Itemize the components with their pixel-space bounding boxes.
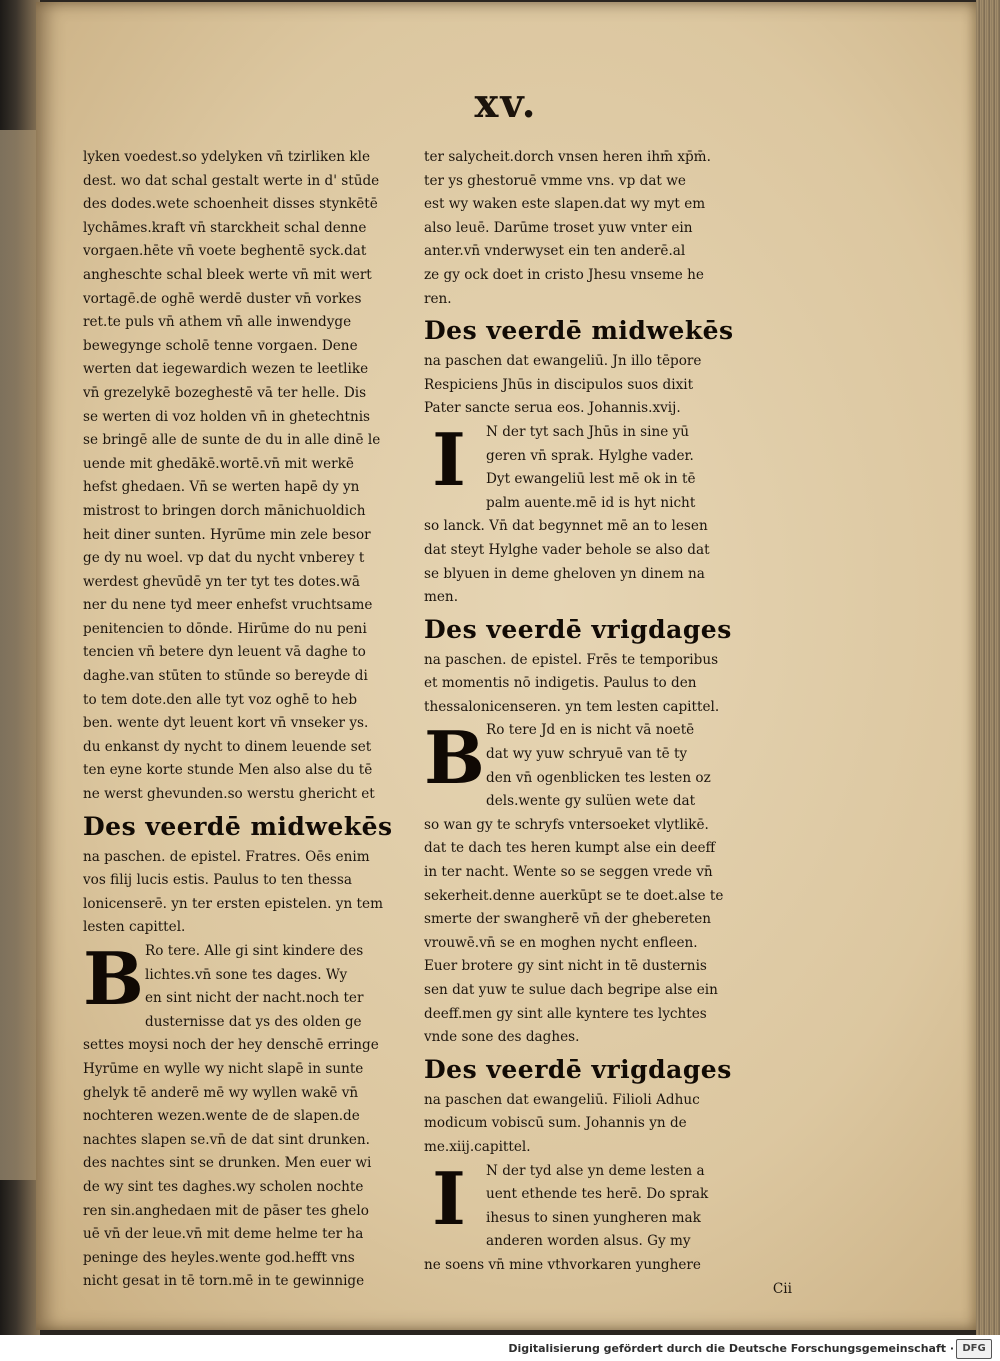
text-line: deeff.men gy sint alle kyntere tes lychtes bbox=[424, 1005, 707, 1022]
text-line: des dodes.wete schoenheit disses stynkētē bbox=[83, 196, 378, 213]
text-line: ten eyne korte stunde Men also alse du tē bbox=[83, 762, 373, 779]
text-line: vos filij lucis estis. Paulus to ten thessa bbox=[83, 872, 352, 889]
text-line: bewegynge scholē tenne vorgaen. Dene bbox=[83, 337, 358, 354]
folio-number: xv. bbox=[474, 80, 538, 127]
text-line: ren sin.anghedaen mit de pāser tes ghelo bbox=[83, 1202, 369, 1219]
text-line: ge dy nu woel. vp dat du nycht vnberey t bbox=[83, 550, 365, 567]
text-line: so wan gy te schryfs vntersoeket vlytlikē. bbox=[424, 816, 709, 833]
text-line: lonicenserē. yn ter ersten epistelen. yn tem bbox=[83, 895, 383, 912]
text-line: lychāmes.kraft vn̄ starckheit schal denne bbox=[83, 219, 367, 236]
text-line: na paschen. de epistel. Fratres. Oēs enim bbox=[83, 848, 370, 865]
text-line: sen dat yuw te sulue dach begripe alse ein bbox=[424, 982, 718, 998]
text-line: to tem dote.den alle tyt voz oghē to heb bbox=[83, 691, 358, 708]
text-line: so lanck. Vn̄ dat begynnet mē an to lesen bbox=[424, 518, 708, 535]
text-line: na paschen dat ewangeliū. Jn illo tēpore bbox=[424, 353, 702, 370]
text-line: Euer brotere gy sint nicht in tē dusternis bbox=[424, 958, 707, 975]
text-line: werten dat iegewardich wezen te leetlike bbox=[83, 361, 369, 378]
text-line: ghelyk tē anderē mē wy wyllen wakē vn̄ bbox=[83, 1084, 359, 1101]
text-line: se werten di voz holden vn̄ in ghetechtnis bbox=[83, 408, 371, 425]
text-line: Ro tere. Alle gi sint kindere des bbox=[145, 943, 364, 959]
text-line: thessalonicenseren. yn tem lesten capittel. bbox=[424, 698, 720, 715]
drop-cap-initial: I bbox=[432, 1155, 466, 1241]
text-line: se blyuen in deme gheloven yn dinem na bbox=[424, 565, 705, 582]
text-line: des nachtes sint se drunken. Men euer wi bbox=[83, 1155, 372, 1172]
text-line: lichtes.vn̄ sone tes dages. Wy bbox=[145, 966, 348, 983]
text-line: dat te dach tes heren kumpt alse ein deeff bbox=[424, 840, 716, 857]
page-stack-edge bbox=[976, 0, 1000, 1335]
text-line: in ter nacht. Wente so se seggen vrede vn̄ bbox=[424, 864, 713, 881]
text-line: also leuē. Darūme troset yuw vnter ein bbox=[424, 219, 693, 236]
text-line: vnde sone des daghes. bbox=[424, 1029, 580, 1046]
text-line: me.xiij.capittel. bbox=[424, 1138, 531, 1155]
text-line: uende mit ghedākē.wortē.vn̄ mit werkē bbox=[83, 455, 354, 472]
text-line: de wy sint tes daghes.wy scholen nochte bbox=[83, 1178, 364, 1195]
footer-bar bbox=[0, 1335, 1000, 1361]
text-line: est wy waken este slapen.dat wy myt em bbox=[424, 196, 706, 213]
text-line: dusternisse dat ys des olden ge bbox=[145, 1013, 362, 1030]
text-line: Pater sancte serua eos. Johannis.xvij. bbox=[424, 400, 681, 417]
text-line: uē vn̄ der leue.vn̄ mit deme helme ter ha bbox=[83, 1226, 364, 1243]
text-line: ben. wente dyt leuent kort vn̄ vnseker ys. bbox=[83, 715, 369, 732]
initial-paragraph bbox=[424, 1155, 800, 1254]
initial-paragraph bbox=[424, 715, 800, 813]
text-line: mistrost to bringen dorch mānichuoldich bbox=[83, 502, 366, 519]
text-line: sekerheit.denne auerkūpt se te doet.alse te bbox=[424, 887, 724, 904]
dfg-logo: DFG bbox=[956, 1339, 992, 1359]
text-line: vn̄ grezelykē bozeghestē vā ter helle. Dis bbox=[83, 384, 367, 401]
text-line: ter salycheit.dorch vnsen heren ihm̄ xp̄m̄. bbox=[424, 149, 711, 165]
section-heading: Des veerdē vrigdages bbox=[424, 614, 732, 644]
left-text-column bbox=[83, 146, 433, 1294]
text-line: daghe.van stūten to stūnde so bereyde di bbox=[83, 668, 368, 685]
text-line: vorgaen.hēte vn̄ voete beghentē syck.dat bbox=[83, 243, 367, 260]
section-heading: Des veerdē vrigdages bbox=[424, 1054, 732, 1084]
text-line: vrouwē.vn̄ se en moghen nycht enfleen. bbox=[424, 934, 698, 951]
section-heading: Des veerdē midwekēs bbox=[83, 811, 393, 841]
text-line: se bringē alle de sunte de du in alle dinē le bbox=[83, 432, 381, 449]
text-line: ze gy ock doet in cristo Jhesu vnseme he bbox=[424, 266, 704, 283]
text-line: et momentis nō indigetis. Paulus to den bbox=[424, 675, 697, 692]
text-line: Respiciens Jhūs in discipulos suos dixit bbox=[424, 376, 694, 393]
text-line: N der tyt sach Jhūs in sine yū bbox=[486, 423, 690, 440]
drop-cap-initial: B bbox=[424, 715, 485, 801]
text-line: ne soens vn̄ mine vthvorkaren yunghere bbox=[424, 1256, 701, 1273]
text-line: ne werst ghevunden.so werstu ghericht et bbox=[83, 786, 375, 803]
text-line: peninge des heyles.wente god.hefft vns bbox=[83, 1249, 355, 1266]
text-line: dest. wo dat schal gestalt werte in d' stūde bbox=[83, 172, 380, 189]
text-line: dat wy yuw schryuē van tē ty bbox=[486, 746, 688, 763]
text-line: geren vn̄ sprak. Hylghe vader. bbox=[486, 447, 694, 464]
signature-mark: Cii bbox=[772, 1280, 792, 1297]
text-line: palm auente.mē id is hyt nicht bbox=[486, 494, 696, 511]
left-page-edge bbox=[0, 130, 36, 1180]
text-line: heit diner sunten. Hyrūme min zele besor bbox=[83, 526, 371, 543]
text-line: Dyt ewangeliū lest mē ok in tē bbox=[486, 471, 696, 488]
text-line: lesten capittel. bbox=[83, 919, 186, 936]
text-line: penitencien to dōnde. Hirūme do nu peni bbox=[83, 620, 367, 637]
text-line: Ro tere Jd en is nicht vā noetē bbox=[486, 722, 695, 739]
text-line: ter ys ghestoruē vmme vns. vp dat we bbox=[424, 172, 686, 189]
right-text-column bbox=[424, 146, 800, 1301]
text-line: den vn̄ ogenblicken tes lesten oz bbox=[486, 769, 711, 786]
text-line: ner du nene tyd meer enhefst vruchtsame bbox=[83, 597, 373, 614]
text-line: N der tyd alse yn deme lesten a bbox=[486, 1162, 705, 1179]
text-line: settes moysi noch der hey denschē erringe bbox=[83, 1037, 379, 1054]
drop-cap-initial: B bbox=[83, 936, 144, 1021]
text-line: modicum vobiscū sum. Johannis yn de bbox=[424, 1115, 687, 1132]
text-line: na paschen. de epistel. Frēs te temporibus bbox=[424, 651, 719, 668]
text-line: anter.vn̄ vnderwyset ein ten anderē.al bbox=[424, 243, 686, 260]
text-line: en sint nicht der nacht.noch ter bbox=[145, 990, 364, 1007]
text-line: nachtes slapen se.vn̄ de dat sint drunken. bbox=[83, 1131, 370, 1148]
text-line: na paschen dat ewangeliū. Filioli Adhuc bbox=[424, 1091, 700, 1108]
initial-paragraph bbox=[424, 416, 800, 515]
text-line: ihesus to sinen yungheren mak bbox=[486, 1209, 701, 1226]
text-line: smerte der swangherē vn̄ der ghebereten bbox=[424, 911, 712, 928]
text-line: anderen worden alsus. Gy my bbox=[486, 1233, 691, 1250]
text-line: vortagē.de oghē werdē duster vn̄ vorkes bbox=[83, 290, 362, 307]
text-line: Hyrūme en wylle wy nicht slapē in sunte bbox=[83, 1060, 364, 1077]
text-line: lyken voedest.so ydelyken vn̄ tzirliken kle bbox=[83, 149, 371, 165]
text-line: nochteren wezen.wente de de slapen.de bbox=[83, 1108, 360, 1125]
section-heading: Des veerdē midwekēs bbox=[424, 316, 734, 346]
text-line: uent ethende tes herē. Do sprak bbox=[486, 1186, 709, 1203]
text-line: werdest ghevūdē yn ter tyt tes dotes.wā bbox=[83, 573, 360, 590]
footer-credit: Digitalisierung gefördert durch die Deutsche Forschungsgemeinschaft · bbox=[508, 1342, 954, 1355]
text-line: dels.wente gy sulüen wete dat bbox=[486, 793, 696, 810]
text-line: dat steyt Hylghe vader behole se also dat bbox=[424, 541, 710, 558]
initial-paragraph bbox=[83, 936, 433, 1034]
text-line: du enkanst dy nycht to dinem leuende set bbox=[83, 738, 372, 755]
text-line: tencien vn̄ betere dyn leuent vā daghe to bbox=[83, 644, 366, 661]
text-line: nicht gesat in tē torn.mē in te gewinnige bbox=[83, 1273, 365, 1290]
text-line: men. bbox=[424, 589, 459, 606]
text-line: ret.te puls vn̄ athem vn̄ alle inwendyge bbox=[83, 314, 352, 331]
text-line: hefst ghedaen. Vn̄ se werten hapē dy yn bbox=[83, 479, 360, 496]
text-line: angheschte schal bleek werte vn̄ mit wert bbox=[83, 266, 372, 283]
drop-cap-initial: I bbox=[432, 416, 466, 502]
text-line: ren. bbox=[424, 290, 452, 307]
